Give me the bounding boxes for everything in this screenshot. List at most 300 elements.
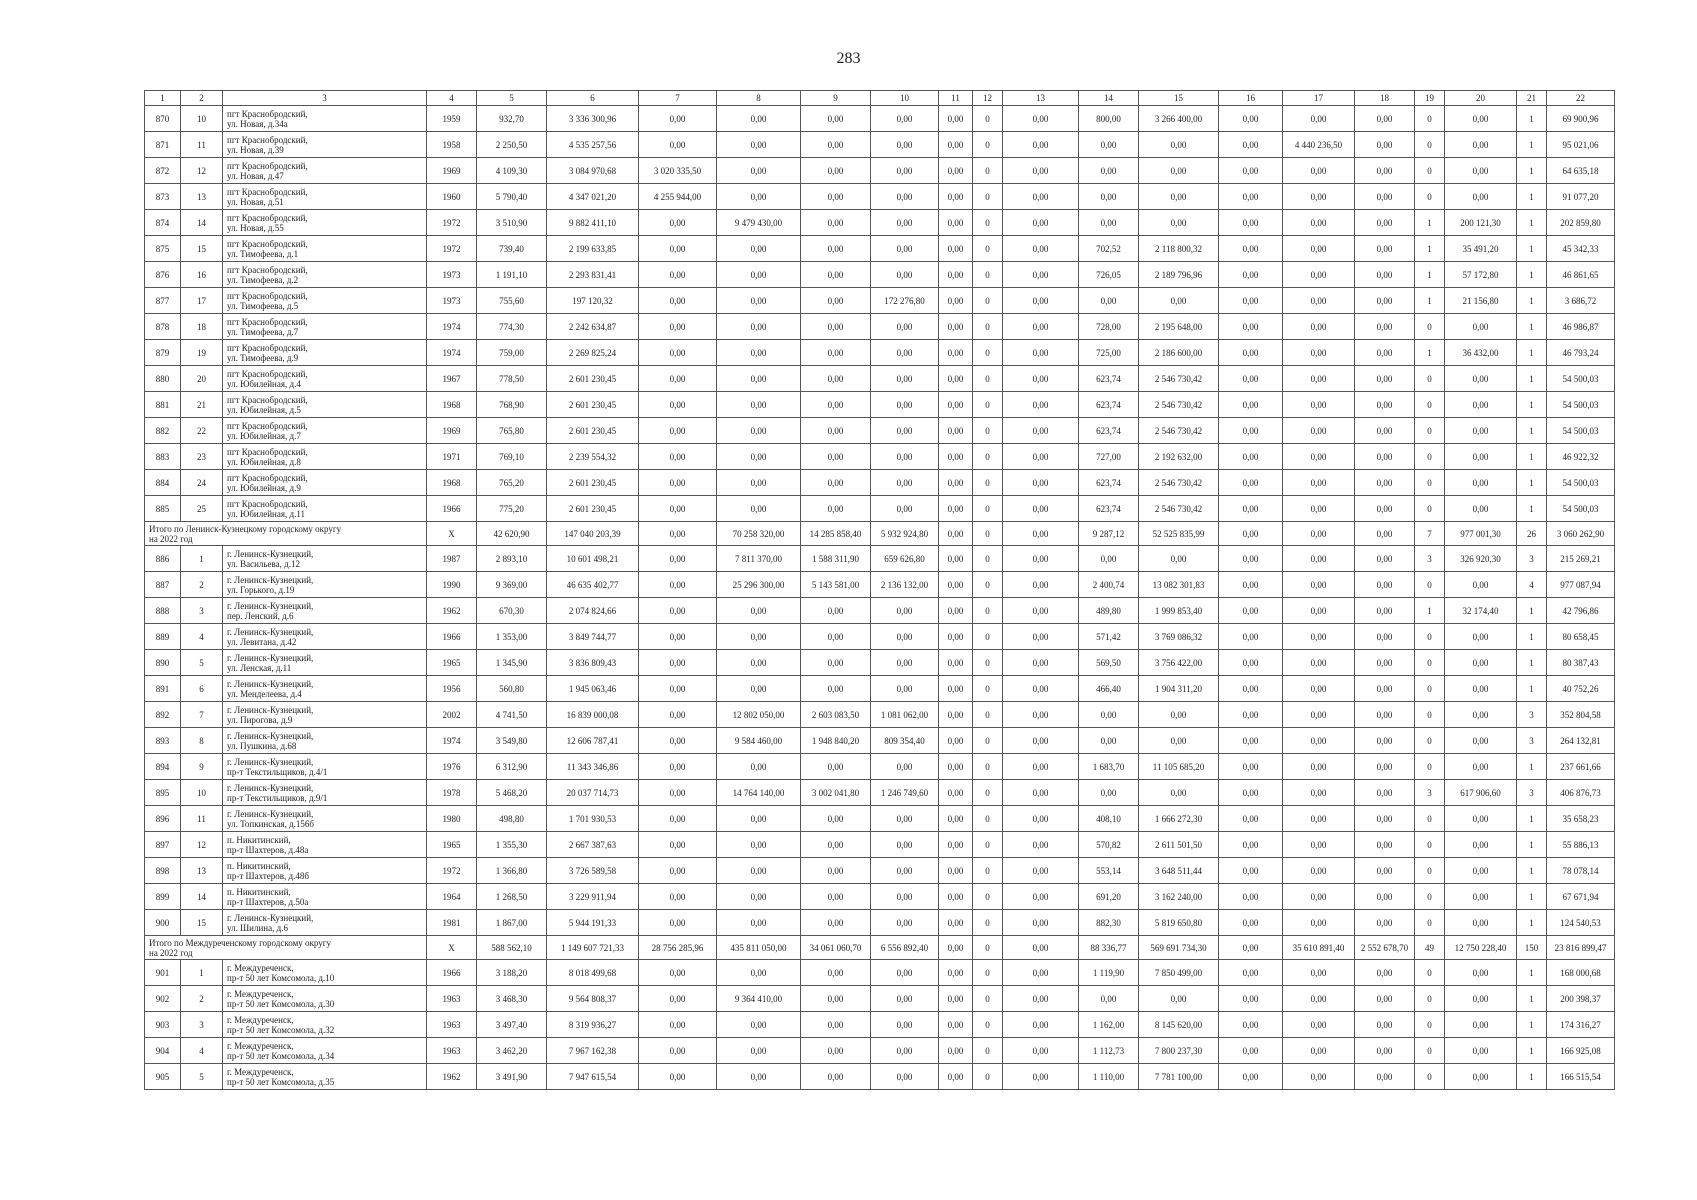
table-cell: 0,00 (1355, 1038, 1415, 1064)
table-cell: 6 312,90 (477, 754, 547, 780)
address-cell (223, 1012, 427, 1038)
table-cell: 932,70 (477, 106, 547, 132)
table-cell: 623,74 (1079, 470, 1139, 496)
table-cell: 0,00 (639, 676, 717, 702)
table-cell: 0,00 (1219, 806, 1283, 832)
table-cell: 0,00 (639, 444, 717, 470)
row-number-cell: 871 (145, 132, 181, 158)
table-row (145, 624, 1615, 650)
table-row (145, 546, 1615, 572)
table-cell: 0,00 (1445, 858, 1517, 884)
local-number-cell: 6 (181, 676, 223, 702)
table-cell: 1 149 607 721,33 (547, 936, 639, 960)
table-cell: 0,00 (801, 1038, 871, 1064)
table-cell: 0,00 (1219, 832, 1283, 858)
table-cell: 1966 (427, 960, 477, 986)
address-street: ул. Топкинская, д.156б (227, 818, 315, 829)
table-cell: 326 920,30 (1445, 546, 1517, 572)
row-number-cell: 874 (145, 210, 181, 236)
table-cell: 0,00 (871, 340, 939, 366)
table-cell: 0,00 (801, 340, 871, 366)
table-cell: 0,00 (939, 702, 973, 728)
address-locality: п. Никитинский, (227, 886, 291, 897)
table-cell: 0,00 (1219, 1038, 1283, 1064)
table-cell: 10 601 498,21 (547, 546, 639, 572)
address-street: пр-т Текстильщиков, д.9/1 (227, 792, 328, 803)
table-cell: 1 (1517, 858, 1547, 884)
table-cell: 1956 (427, 676, 477, 702)
table-cell: 0,00 (1219, 262, 1283, 288)
table-cell: 0,00 (1445, 496, 1517, 522)
table-cell: 0,00 (1003, 184, 1079, 210)
table-cell: 0,00 (1219, 210, 1283, 236)
address-locality: г. Междуреченск, (227, 988, 294, 999)
table-cell: 560,80 (477, 676, 547, 702)
table-cell: 1 (1517, 1012, 1547, 1038)
table-row (145, 986, 1615, 1012)
table-cell: 0,00 (639, 650, 717, 676)
table-cell: 0,00 (717, 106, 801, 132)
row-number-cell: 905 (145, 1064, 181, 1090)
table-cell: 1 (1517, 754, 1547, 780)
table-cell: 2 546 730,42 (1139, 470, 1219, 496)
row-number-cell: 884 (145, 470, 181, 496)
table-cell: 0 (1415, 158, 1445, 184)
address-locality: пгт Краснобродский, (227, 290, 308, 301)
local-number-cell: 15 (181, 910, 223, 936)
table-cell: 726,05 (1079, 262, 1139, 288)
table-cell: 0,00 (1219, 598, 1283, 624)
table-cell: 623,74 (1079, 392, 1139, 418)
table-cell: 0,00 (1445, 1038, 1517, 1064)
table-cell: 0,00 (1445, 832, 1517, 858)
table-cell: 0,00 (717, 910, 801, 936)
row-number-cell: 876 (145, 262, 181, 288)
table-cell: 0,00 (1219, 754, 1283, 780)
table-cell: 0,00 (1003, 444, 1079, 470)
table-cell: 0,00 (717, 1064, 801, 1090)
table-cell: 2 546 730,42 (1139, 496, 1219, 522)
page-number: 283 (836, 50, 861, 67)
table-cell: 1965 (427, 832, 477, 858)
table-cell: 2 186 600,00 (1139, 340, 1219, 366)
address-street: ул. Горького, д.19 (227, 584, 295, 595)
table-cell: 0,00 (1445, 910, 1517, 936)
address-cell (223, 340, 427, 366)
address-street: ул. Пушкина, д.68 (227, 740, 297, 751)
table-cell: 4 535 257,56 (547, 132, 639, 158)
table-cell: 0 (973, 832, 1003, 858)
table-cell: 0,00 (871, 676, 939, 702)
table-cell: 0,00 (801, 158, 871, 184)
address-street: ул. Пирогова, д.9 (227, 714, 293, 725)
table-cell: 1 (1517, 1064, 1547, 1090)
table-cell: 1976 (427, 754, 477, 780)
table-cell: 0,00 (1445, 366, 1517, 392)
table-cell: 0,00 (1079, 986, 1139, 1012)
subtotal-label-line1: Итого по Ленинск-Кузнецкому городскому округу (149, 523, 342, 534)
table-cell: 0,00 (1003, 1012, 1079, 1038)
table-cell: 0,00 (871, 314, 939, 340)
table-cell: 0,00 (939, 754, 973, 780)
address-street: пр-т Шахтеров, д.48а (227, 844, 309, 855)
table-cell: 1 904 311,20 (1139, 676, 1219, 702)
table-cell: 80 387,43 (1547, 650, 1615, 676)
table-cell: 0,00 (717, 392, 801, 418)
address-locality: пгт Краснобродский, (227, 212, 308, 223)
table-cell: 0,00 (639, 624, 717, 650)
table-cell: 0,00 (1445, 106, 1517, 132)
table-cell: 0,00 (1355, 884, 1415, 910)
table-cell: 408,10 (1079, 806, 1139, 832)
table-cell: 1968 (427, 470, 477, 496)
table-cell: 0 (973, 184, 1003, 210)
table-row (145, 1038, 1615, 1064)
table-cell: 2 189 796,96 (1139, 262, 1219, 288)
table-cell: 0,00 (1283, 106, 1355, 132)
table-cell: 0,00 (1003, 366, 1079, 392)
table-cell: 0,00 (1079, 210, 1139, 236)
table-cell: 0,00 (1003, 624, 1079, 650)
table-cell: 0,00 (871, 418, 939, 444)
address-cell (223, 132, 427, 158)
local-number-cell: 13 (181, 858, 223, 884)
table-cell: 3 (1517, 780, 1547, 806)
table-cell: 7 800 237,30 (1139, 1038, 1219, 1064)
row-number-cell: 904 (145, 1038, 181, 1064)
table-row (145, 340, 1615, 366)
table-cell: 0,00 (1445, 650, 1517, 676)
table-cell: 5 944 191,33 (547, 910, 639, 936)
table-cell: 0,00 (717, 624, 801, 650)
table-cell: 0,00 (1355, 288, 1415, 314)
table-cell: 2 546 730,42 (1139, 392, 1219, 418)
table-cell: 0,00 (1355, 546, 1415, 572)
table-cell: 775,20 (477, 496, 547, 522)
table-cell: 1 (1517, 806, 1547, 832)
address-street: пр-т 50 лет Комсомола, д.30 (227, 998, 335, 1009)
address-locality: г. Ленинск-Кузнецкий, (227, 652, 314, 663)
table-cell: 1963 (427, 1038, 477, 1064)
table-cell: 0,00 (717, 858, 801, 884)
address-cell (223, 858, 427, 884)
row-number-cell: 892 (145, 702, 181, 728)
local-number-cell: 17 (181, 288, 223, 314)
table-cell: 0,00 (1355, 624, 1415, 650)
table-cell: 0,00 (1445, 960, 1517, 986)
column-number-cell: 18 (1355, 91, 1415, 106)
address-cell (223, 366, 427, 392)
table-cell: 1 (1517, 960, 1547, 986)
table-cell: 4 255 944,00 (639, 184, 717, 210)
table-cell: 3 060 262,90 (1547, 522, 1615, 546)
table-cell: 237 661,66 (1547, 754, 1615, 780)
table-cell: 0,00 (871, 960, 939, 986)
column-number-cell: 14 (1079, 91, 1139, 106)
table-cell: 0,00 (1219, 624, 1283, 650)
table-cell: 0,00 (801, 262, 871, 288)
table-cell: 0 (1415, 960, 1445, 986)
table-cell: 765,80 (477, 418, 547, 444)
table-cell: 0,00 (1003, 858, 1079, 884)
table-row (145, 702, 1615, 728)
table-cell: 0,00 (1219, 650, 1283, 676)
address-cell (223, 754, 427, 780)
table-cell: 0,00 (939, 832, 973, 858)
local-number-cell: 18 (181, 314, 223, 340)
table-cell: 0,00 (717, 960, 801, 986)
table-cell: 0,00 (1003, 288, 1079, 314)
local-number-cell: 11 (181, 806, 223, 832)
table-cell: 0 (973, 106, 1003, 132)
table-cell: 46 922,32 (1547, 444, 1615, 470)
table-cell: 0,00 (1283, 572, 1355, 598)
table-cell: 0,00 (1283, 392, 1355, 418)
local-number-cell: 16 (181, 262, 223, 288)
table-cell: 2 239 554,32 (547, 444, 639, 470)
table-cell: 3 549,80 (477, 728, 547, 754)
table-cell: 0,00 (939, 314, 973, 340)
address-cell (223, 624, 427, 650)
table-cell: 2 601 230,45 (547, 418, 639, 444)
table-cell: 2 118 800,32 (1139, 236, 1219, 262)
address-locality: пгт Краснобродский, (227, 446, 308, 457)
table-cell: 2 601 230,45 (547, 470, 639, 496)
table-cell: 0 (973, 598, 1003, 624)
table-row (145, 496, 1615, 522)
table-cell: 1 (1517, 392, 1547, 418)
table-cell: 0,00 (801, 1012, 871, 1038)
table-cell: 1973 (427, 288, 477, 314)
table-cell: 2 667 387,63 (547, 832, 639, 858)
table-cell: 0,00 (639, 366, 717, 392)
table-row (145, 444, 1615, 470)
address-street: ул. Левитана, д.42 (227, 636, 297, 647)
address-locality: пгт Краснобродский, (227, 498, 308, 509)
address-locality: пгт Краснобродский, (227, 160, 308, 171)
table-cell: 0,00 (1003, 806, 1079, 832)
table-cell: 1 (1415, 210, 1445, 236)
table-cell: 25 296 300,00 (717, 572, 801, 598)
table-cell: 0,00 (639, 106, 717, 132)
table-cell: 1962 (427, 1064, 477, 1090)
address-street: ул. Тимофеева, д.1 (227, 248, 299, 259)
table-cell: 800,00 (1079, 106, 1139, 132)
address-cell (223, 806, 427, 832)
table-cell: 0,00 (1355, 676, 1415, 702)
address-cell (223, 702, 427, 728)
table-cell: 0,00 (1283, 210, 1355, 236)
table-cell: 69 900,96 (1547, 106, 1615, 132)
table-cell: 5 932 924,80 (871, 522, 939, 546)
table-cell: 0,00 (1003, 392, 1079, 418)
address-cell (223, 1038, 427, 1064)
table-cell: 9 369,00 (477, 572, 547, 598)
table-cell: 0,00 (1283, 314, 1355, 340)
row-number-cell: 900 (145, 910, 181, 936)
table-cell: 7 (1415, 522, 1445, 546)
address-street: ул. Васильева, д.12 (227, 558, 300, 569)
table-cell: 2002 (427, 702, 477, 728)
table-cell: 0,00 (801, 106, 871, 132)
table-row (145, 832, 1615, 858)
address-cell (223, 158, 427, 184)
table-cell: 1963 (427, 986, 477, 1012)
column-number-cell: 8 (717, 91, 801, 106)
table-cell: 0,00 (1445, 986, 1517, 1012)
subtotal-label-line1: Итого по Междуреченскому городскому округу (149, 937, 331, 948)
table-cell: 1 (1517, 910, 1547, 936)
table-cell: 0,00 (639, 832, 717, 858)
table-cell: 21 156,80 (1445, 288, 1517, 314)
table-cell: 1974 (427, 314, 477, 340)
address-locality: г. Ленинск-Кузнецкий, (227, 678, 314, 689)
table-cell: 0,00 (1003, 340, 1079, 366)
address-cell (223, 444, 427, 470)
table-cell: 0,00 (639, 884, 717, 910)
table-cell: 0,00 (1003, 598, 1079, 624)
table-cell: 588 562,10 (477, 936, 547, 960)
table-cell: 1964 (427, 884, 477, 910)
table-cell: 78 078,14 (1547, 858, 1615, 884)
table-cell: 0,00 (1139, 288, 1219, 314)
table-cell: 0,00 (1219, 1012, 1283, 1038)
local-number-cell: 25 (181, 496, 223, 522)
table-cell: 1 (1415, 598, 1445, 624)
address-locality: пгт Краснобродский, (227, 394, 308, 405)
table-cell: 0 (973, 340, 1003, 366)
local-number-cell: 1 (181, 546, 223, 572)
table-cell: 0 (973, 1012, 1003, 1038)
address-street: ул. Шилина, д.6 (227, 922, 288, 933)
table-cell: 3 188,20 (477, 960, 547, 986)
table-cell: 0,00 (1079, 780, 1139, 806)
table-cell: 0,00 (1283, 496, 1355, 522)
table-cell: 0,00 (1003, 832, 1079, 858)
table-cell: 0,00 (639, 780, 717, 806)
row-number-cell: 903 (145, 1012, 181, 1038)
table-cell: 0,00 (1355, 572, 1415, 598)
table-cell: 768,90 (477, 392, 547, 418)
table-cell: 0,00 (1355, 702, 1415, 728)
column-number-cell: 5 (477, 91, 547, 106)
table-cell: 0,00 (1003, 418, 1079, 444)
table-cell: 12 606 787,41 (547, 728, 639, 754)
address-street: ул. Менделеева, д.4 (227, 688, 302, 699)
table-cell: 3 497,40 (477, 1012, 547, 1038)
table-cell: 727,00 (1079, 444, 1139, 470)
address-cell (223, 572, 427, 598)
table-row (145, 418, 1615, 444)
local-number-cell: 15 (181, 236, 223, 262)
address-locality: пгт Краснобродский, (227, 264, 308, 275)
table-row (145, 392, 1615, 418)
table-cell: 1980 (427, 806, 477, 832)
table-cell: 0 (1415, 184, 1445, 210)
table-cell: 0,00 (1283, 910, 1355, 936)
row-number-cell: 886 (145, 546, 181, 572)
table-cell: 0,00 (639, 262, 717, 288)
address-locality: пгт Краснобродский, (227, 472, 308, 483)
table-cell: 1 701 930,53 (547, 806, 639, 832)
table-cell: 3 (1415, 780, 1445, 806)
table-cell: 3 336 300,96 (547, 106, 639, 132)
table-cell: 0,00 (1219, 572, 1283, 598)
table-cell: 0,00 (801, 236, 871, 262)
table-cell: 13 082 301,83 (1139, 572, 1219, 598)
table-cell: 0 (1415, 392, 1445, 418)
table-cell: 0,00 (717, 496, 801, 522)
table-cell: 0,00 (1283, 650, 1355, 676)
table-cell: 3 510,90 (477, 210, 547, 236)
local-number-cell: 11 (181, 132, 223, 158)
address-street: ул. Юбилейная, д.7 (227, 430, 301, 441)
table-cell: 0 (973, 624, 1003, 650)
table-cell: 0,00 (871, 986, 939, 1012)
table-cell: 0 (1415, 676, 1445, 702)
table-cell: 0,00 (1219, 546, 1283, 572)
table-cell: 150 (1517, 936, 1547, 960)
table-cell: 1 (1517, 470, 1547, 496)
table-cell: 95 021,06 (1547, 132, 1615, 158)
table-cell: 0,00 (1445, 572, 1517, 598)
table-cell: 0,00 (871, 832, 939, 858)
address-street: ул. Юбилейная, д.11 (227, 508, 305, 519)
row-number-cell: 902 (145, 986, 181, 1012)
table-cell: 34 061 060,70 (801, 936, 871, 960)
table-cell: 0,00 (1219, 470, 1283, 496)
table-cell: 1 (1517, 986, 1547, 1012)
table-cell: 1972 (427, 210, 477, 236)
table-cell: 0,00 (939, 936, 973, 960)
table-cell: 0,00 (1445, 1012, 1517, 1038)
table-cell: 0,00 (1445, 444, 1517, 470)
table-row (145, 106, 1615, 132)
table-cell: 3 756 422,00 (1139, 650, 1219, 676)
table-cell: 0,00 (1355, 496, 1415, 522)
table-cell: 0,00 (1283, 598, 1355, 624)
table-cell: 2 546 730,42 (1139, 366, 1219, 392)
table-cell: 0,00 (1355, 132, 1415, 158)
table-cell: 0,00 (717, 832, 801, 858)
table-cell: 0 (1415, 572, 1445, 598)
table-cell: 0,00 (1003, 158, 1079, 184)
table-cell: 0,00 (1003, 106, 1079, 132)
table-cell: 0,00 (1445, 314, 1517, 340)
row-number-cell: 898 (145, 858, 181, 884)
table-cell: 6 556 892,40 (871, 936, 939, 960)
table-cell: 0,00 (1219, 314, 1283, 340)
table-cell: 0 (1415, 806, 1445, 832)
table-cell: 0 (1415, 650, 1445, 676)
table-cell: 0,00 (639, 806, 717, 832)
row-number-cell: 870 (145, 106, 181, 132)
table-cell: 0,00 (1355, 236, 1415, 262)
table-row (145, 132, 1615, 158)
address-locality: г. Ленинск-Кузнецкий, (227, 756, 314, 767)
address-locality: пгт Краснобродский, (227, 238, 308, 249)
row-number-cell: 890 (145, 650, 181, 676)
table-cell: 1 (1517, 340, 1547, 366)
table-cell: 0,00 (1219, 676, 1283, 702)
address-locality: г. Междуреченск, (227, 962, 294, 973)
table-cell: 0,00 (939, 1012, 973, 1038)
table-cell: 0 (973, 236, 1003, 262)
address-street: ул. Юбилейная, д.9 (227, 482, 301, 493)
table-cell: 14 285 858,40 (801, 522, 871, 546)
table-cell: 0,00 (1355, 728, 1415, 754)
table-row (145, 650, 1615, 676)
